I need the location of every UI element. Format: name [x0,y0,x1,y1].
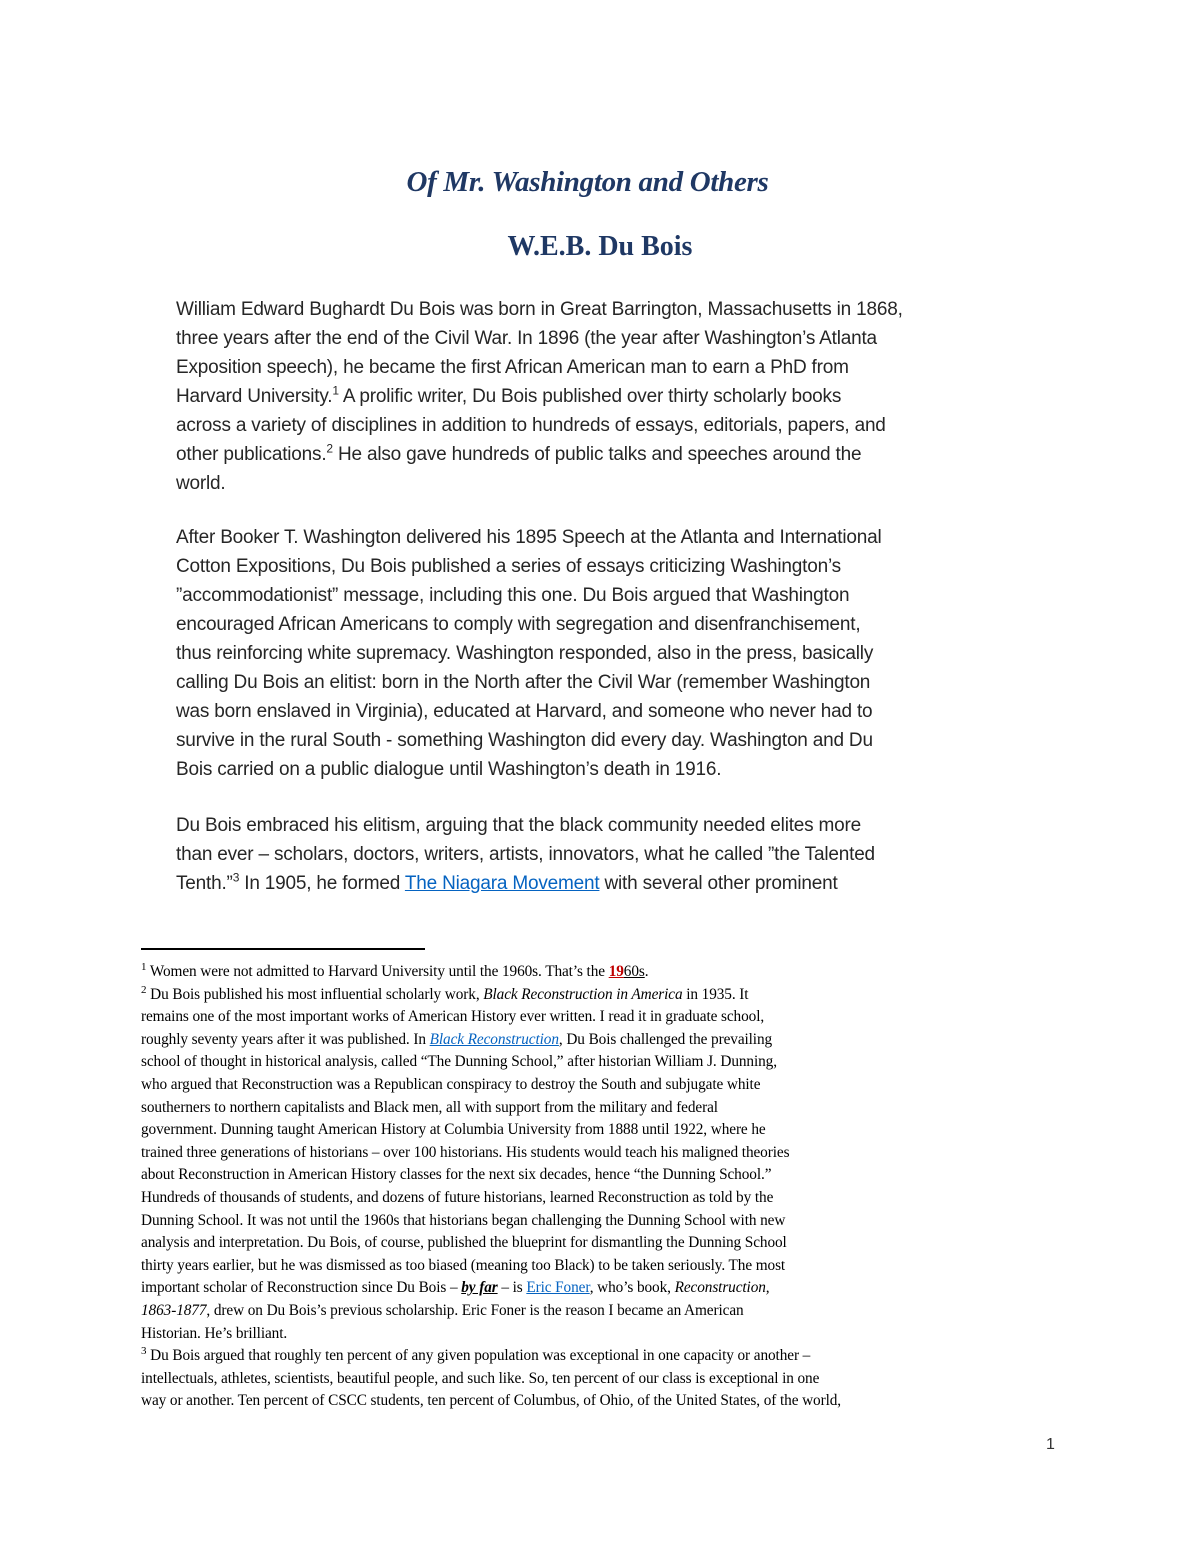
document-title: Of Mr. Washington and Others [406,166,769,198]
underlined-text: 60s [623,963,645,980]
text-run: roughly seventy years after it was published. In [141,1030,430,1048]
text-run: in 1935. It [682,985,749,1003]
text-run: , drew on Du Bois’s previous scholarship. Eric Foner is the reason I became an American [206,1301,744,1319]
page-number: 1 [1046,1436,1055,1453]
footnote-reference-3[interactable]: 3 [232,870,240,885]
footnote-line: remains one of the most important works of American History ever written. I read it in graduate school, [141,1008,765,1026]
book-title: Black Reconstruction in America [483,985,683,1003]
footnote-line: trained three generations of historians – over 100 historians. His students would teach his maligned theories [141,1143,790,1161]
footnote-line: government. Dunning taught American History at Columbia University from 1888 until 1922, where he [141,1121,766,1139]
footnote-reference-2[interactable]: 2 [326,441,333,456]
footnote-line: Historian. He’s brilliant. [141,1324,288,1342]
text-line: ”accommodationist” message, including this one. Du Bois argued that Washington [176,585,850,606]
text-run: In 1905, he formed [239,873,405,894]
text-line: Exposition speech), he became the first African American man to earn a PhD from [176,357,849,378]
footnote-2 [141,984,1061,1007]
text-line: After Booker T. Washington delivered his 1895 Speech at the Atlanta and International [176,527,882,548]
text-run: other publications. [176,444,327,465]
text-line: three years after the end of the Civil War. In 1896 (the year after Washington’s Atlanta [176,328,877,349]
text-run: , Du Bois challenged the prevailing [558,1030,773,1048]
text-line: was born enslaved in Virginia), educated at Harvard, and someone who never had to [176,701,873,722]
text-run: Du Bois argued that roughly ten percent of any given population was exceptional in one capacity or another – [146,1347,811,1365]
footnote-line [141,1029,1061,1052]
footnote-line [141,1277,1061,1300]
paragraph-biography [176,295,1026,498]
footnote-line [141,1300,1061,1323]
text-line: Du Bois embraced his elitism, arguing that the black community needed elites more [176,815,862,836]
niagara-movement-link[interactable]: The Niagara Movement [404,873,600,894]
text-line: across a variety of disciplines in addition to hundreds of essays, editorials, papers, and [176,415,886,436]
emphasis-red-text: 19 [608,963,624,980]
eric-foner-link[interactable]: Eric Foner [526,1279,590,1297]
footnote-line: Dunning School. It was not until the 1960s that historians began challenging the Dunning School with new [141,1211,786,1229]
book-title: Reconstruction, [674,1279,770,1297]
text-line: world. [176,473,226,494]
text-line: than ever – scholars, doctors, writers, artists, innovators, what he called ”the Talented [176,844,875,865]
book-title: 1863-1877 [141,1301,207,1319]
footnote-line: school of thought in historical analysis, called “The Dunning School,” after historian William J. Dunning, [141,1053,777,1071]
text-line [176,869,1026,898]
footnote-line: southerners to northern capitalists and Black men, all with support from the military and federal [141,1098,718,1116]
footnote-line: thirty years earlier, but he was dismissed as too biased (meaning too Black) to be taken seriously. The most [141,1256,786,1274]
text-line: thus reinforcing white supremacy. Washington responded, also in the press, basically [176,643,874,664]
text-run: Harvard University. [176,386,333,407]
footnote-mark: 1 [141,960,147,973]
text-run: . [644,963,649,980]
text-run: with several other prominent [599,873,838,894]
footnote-line: analysis and interpretation. Du Bois, of course, published the blueprint for dismantling the Dunning School [141,1234,787,1252]
text-line [176,382,1026,411]
document-author: W.E.B. Du Bois [507,231,693,262]
text-line: calling Du Bois an elitist: born in the North after the Civil War (remember Washington [176,672,871,693]
text-line: encouraged African Americans to comply with segregation and disenfranchisement, [176,614,861,635]
text-run: A prolific writer, Du Bois published over thirty scholarly books [338,386,842,407]
black-reconstruction-link[interactable]: Black Reconstruction [429,1030,559,1048]
footnote-mark: 3 [141,1345,147,1357]
text-line: Cotton Expositions, Du Bois published a series of essays criticizing Washington’s [176,556,841,577]
emphasis-text: by far [461,1279,498,1297]
text-run: He also gave hundreds of public talks and speeches around the [332,444,862,465]
text-run: Tenth.” [176,873,233,894]
paragraph-washington-debate [176,523,1026,784]
footnote-1 [141,961,1061,984]
text-line: William Edward Bughardt Du Bois was born in Great Barrington, Massachusetts in 1868, [176,299,903,320]
paragraph-talented-tenth [176,811,1026,898]
text-run: Du Bois published his most influential scholarly work, [146,985,484,1003]
footnote-mark: 2 [141,983,147,996]
footnote-line: Hundreds of thousands of students, and dozens of future historians, learned Reconstruction as told by the [141,1188,774,1206]
text-run: , who’s book, [589,1279,675,1297]
footnote-line: who argued that Reconstruction was a Republican conspiracy to destroy the South and subjugate white [141,1075,761,1093]
text-run: Women were not admitted to Harvard University until the 1960s. That’s the [146,963,609,980]
text-run: important scholar of Reconstruction since Du Bois – [141,1279,462,1297]
footnote-separator [141,948,425,950]
text-line: Bois carried on a public dialogue until Washington’s death in 1916. [176,759,722,780]
text-run: – is [497,1279,527,1297]
footnote-line: intellectuals, athletes, scientists, beautiful people, and such like. So, ten percent of our class is exceptional in one [141,1369,820,1387]
footnote-line: way or another. Ten percent of CSCC students, ten percent of Columbus, of Ohio, of the United States, of the world, [141,1392,842,1410]
text-line [176,440,1026,469]
footnote-3 [141,1345,1061,1368]
footnote-reference-1[interactable]: 1 [332,383,339,398]
footnote-line: about Reconstruction in American History classes for the next six decades, hence “the Dunning School.” [141,1166,772,1184]
text-line: survive in the rural South - something Washington did every day. Washington and Du [176,730,873,751]
footnotes-section [141,961,1061,1413]
